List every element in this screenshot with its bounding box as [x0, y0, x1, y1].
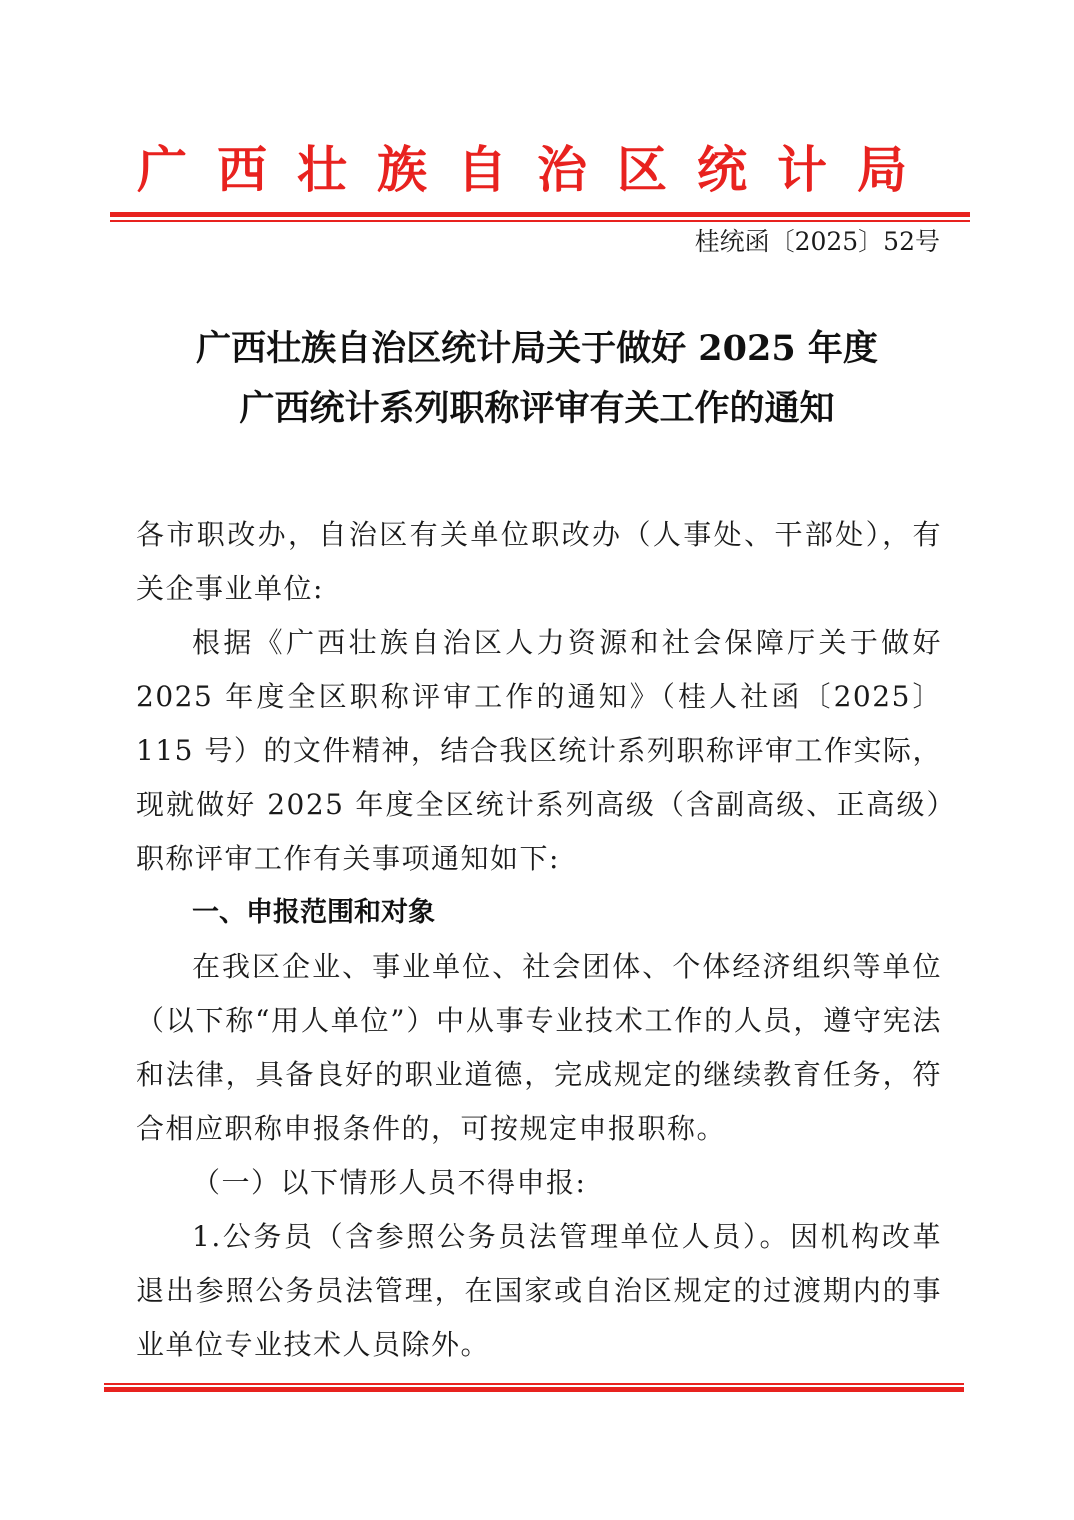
issuer-header: 广西壮族自治区统计局: [137, 140, 937, 199]
intro-paragraph: 根据《广西壮族自治区人力资源和社会保障厅关于做好 2025 年度全区职称评审工作的通知》（桂人社函〔2025〕115 号）的文件精神，结合我区统计系列职称评审工作实际，现就做好 2025 年度全区统计系列高级（含副高级、正高级）职称评审工作有关事项通知如下:: [136, 626, 942, 875]
document-title-line-1: 广西壮族自治区统计局关于做好 2025 年度: [196, 328, 878, 369]
document-title-line-2: 广西统计系列职称评审有关工作的通知: [239, 388, 835, 429]
addressee-paragraph: 各市职改办，自治区有关单位职改办（人事处、干部处），有关企事业单位:: [136, 518, 942, 605]
header-rule-thick: [110, 212, 970, 217]
footer-rule-thin: [104, 1383, 964, 1385]
footer-rule-thick: [104, 1387, 964, 1392]
item-1-paragraph: 1.公务员（含参照公务员法管理单位人员）。因机构改革退出参照公务员法管理，在国家或自治区规定的过渡期内的事业单位专业技术人员除外。: [136, 1220, 942, 1361]
subsection-heading-1: （一）以下情形人员不得申报:: [192, 1166, 587, 1199]
document-number: 桂统函〔2025〕52号: [694, 227, 940, 256]
section-heading-1: 一、申报范围和对象: [192, 897, 435, 928]
section-1-paragraph: 在我区企业、事业单位、社会团体、个体经济组织等单位（以下称“用人单位”）中从事专业技术工作的人员，遵守宪法和法律，具备良好的职业道德，完成规定的继续教育任务，符合相应职称申报条件的，可按规定申报职称。: [136, 950, 942, 1145]
